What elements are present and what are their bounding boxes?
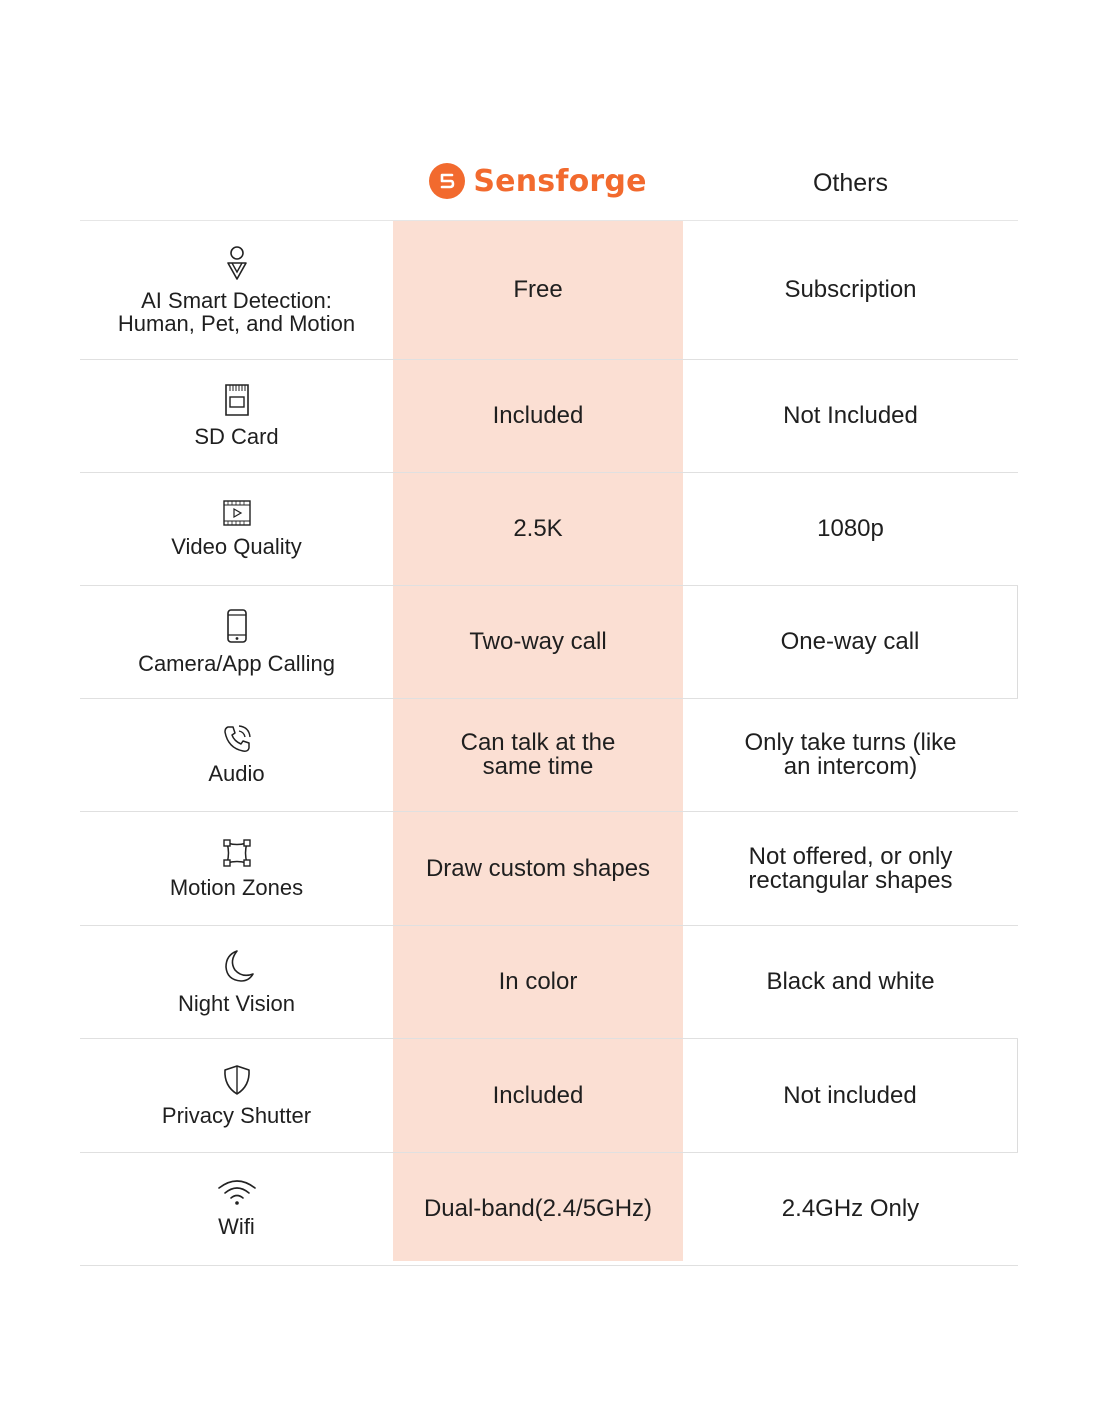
table-row: [80, 586, 1018, 699]
table-row: [80, 699, 1018, 812]
phone-icon: [226, 608, 248, 644]
wifi-icon: [217, 1179, 257, 1207]
feature-cell: [80, 699, 393, 811]
table-row: [80, 926, 1018, 1039]
sensforge-logo-icon: [429, 163, 465, 199]
video-play-icon: [222, 499, 252, 527]
sensforge-value: Two-way call: [469, 628, 607, 655]
sensforge-value: Included: [492, 402, 584, 429]
shield-icon: [222, 1064, 252, 1096]
others-value: Not offered, or only rectangular shapes: [748, 842, 953, 894]
feature-cell: [80, 812, 393, 925]
table-row: [80, 812, 1018, 926]
others-value: Only take turns (like an intercom): [744, 729, 957, 780]
feature-cell: [80, 360, 393, 472]
feature-cell: [80, 926, 393, 1038]
sensforge-value: Draw custom shapes: [425, 854, 651, 882]
brand-name: Sensforge: [473, 163, 647, 199]
person-pin-icon: [224, 245, 250, 281]
others-header: Others: [812, 168, 889, 197]
others-value: 2.4GHz Only: [781, 1195, 920, 1222]
feature-cell: [80, 1039, 393, 1152]
feature-label: Night Vision: [178, 991, 295, 1017]
sensforge-value: In color: [498, 968, 578, 995]
feature-label: Audio: [208, 761, 265, 787]
sensforge-value: Included: [492, 1081, 584, 1109]
feature-label: Motion Zones: [169, 874, 304, 900]
feature-cell: [80, 473, 393, 585]
table-row: [80, 221, 1018, 360]
table-row: [80, 473, 1018, 586]
others-value: One-way call: [683, 586, 1018, 698]
zone-frame-icon: [222, 838, 252, 868]
sensforge-value: 2.5K: [513, 515, 563, 542]
sensforge-value: Dual-band(2.4/5GHz): [423, 1195, 653, 1222]
table-row: [80, 1039, 1018, 1153]
table-header: [80, 140, 1018, 221]
feature-label: Wifi: [218, 1214, 255, 1240]
sd-card-icon: [223, 383, 251, 417]
feature-label: Privacy Shutter: [161, 1102, 312, 1128]
feature-label: Camera/App Calling: [138, 651, 335, 677]
feature-cell: [80, 1153, 393, 1265]
comparison-table: [80, 140, 1018, 1266]
table-row: [80, 1153, 1018, 1266]
brand-header: [393, 140, 683, 220]
feature-label: Video Quality: [171, 534, 302, 560]
table-row: [80, 360, 1018, 473]
others-value: 1080p: [817, 515, 884, 542]
feature-label: AI Smart Detection: Human, Pet, and Motion: [117, 287, 356, 336]
feature-cell: [80, 586, 393, 698]
others-value: Not included: [683, 1039, 1018, 1152]
others-value: Subscription: [784, 276, 917, 303]
feature-label: SD Card: [194, 424, 279, 450]
header-empty-cell: [80, 140, 393, 220]
others-value: Black and white: [766, 968, 935, 995]
sensforge-value: Free: [513, 276, 563, 303]
moon-icon: [219, 948, 255, 984]
feature-cell: [80, 221, 393, 359]
sensforge-value: Can talk at the same time: [460, 729, 616, 780]
others-value: Not Included: [783, 402, 918, 429]
phone-call-icon: [222, 724, 252, 754]
